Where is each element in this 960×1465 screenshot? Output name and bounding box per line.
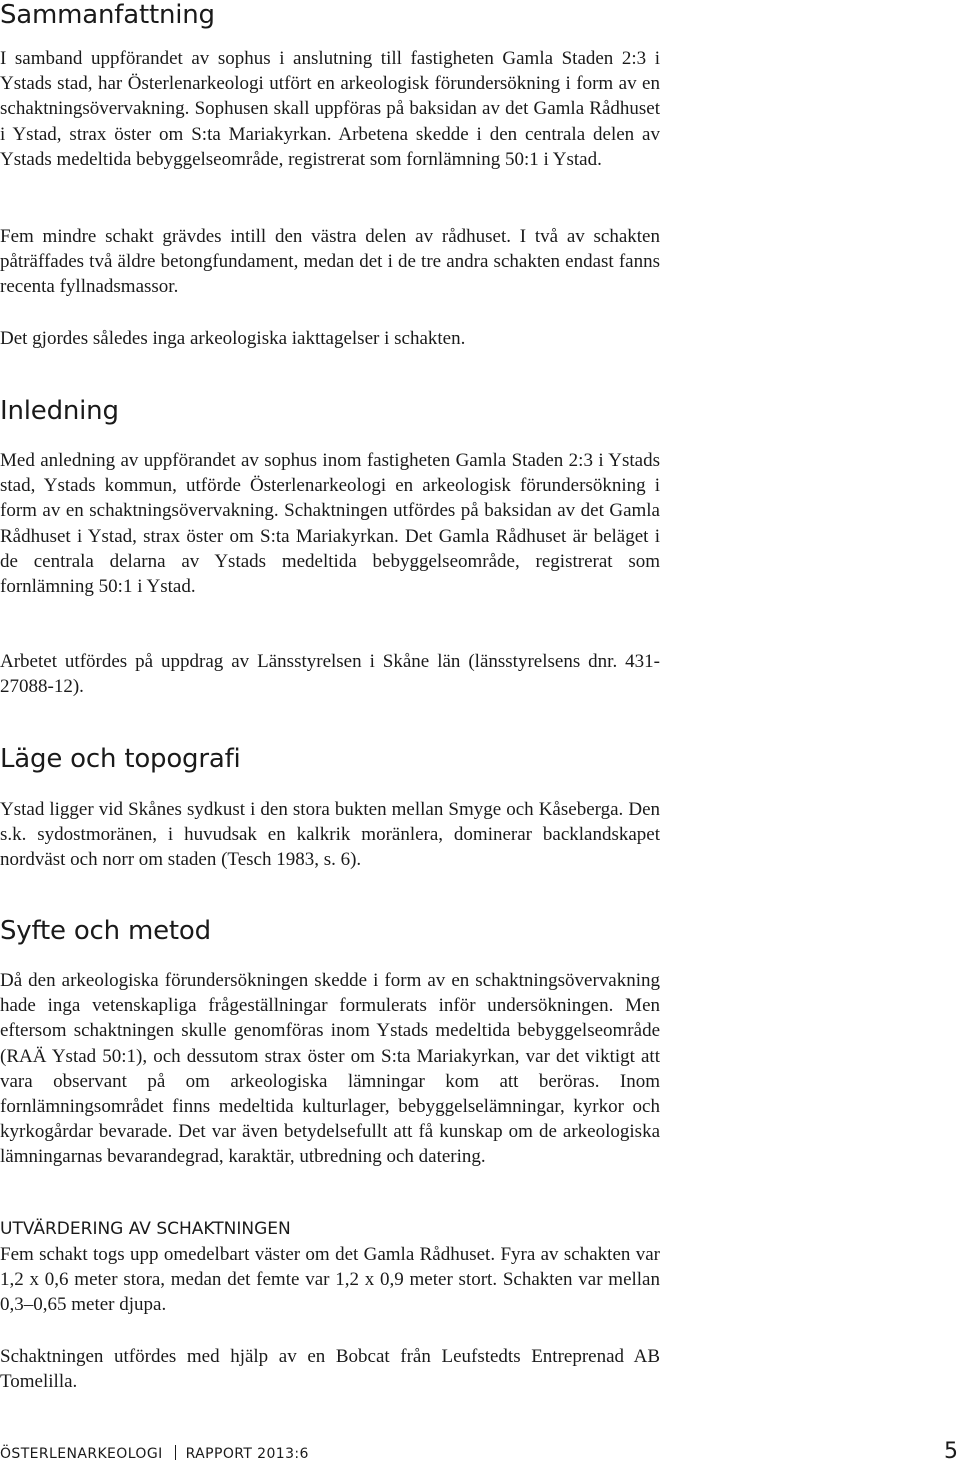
paragraph-sammanfattning-1: I samband uppförandet av sophus i anslutning till fastigheten Gamla Staden 2:3 i Ystads stad, har Österlenarkeologi utfört en arkeologisk förundersökning i form av en schaktningsövervakning. Sophusen skall uppföras på baksidan av det Gamla Rådhuset i Ystad, strax öster om S:ta Mariakyrkan. Arbetena skedde i den centrala delen av Ystads medeltida bebyggelseområde, registrerat som fornlämning 50:1 i Ystad. [0,48,660,170]
footer-separator [175,1445,176,1460]
paragraph-sammanfattning-2: Fem mindre schakt grävdes intill den västra delen av rådhuset. I två av schakten påträffades två äldre betongfundament, medan det i de tre andra schakten endast fanns recenta fyllnadsmassor. [0,226,660,298]
heading-lage-och-topografi: Läge och topografi [0,744,241,774]
footer-publisher: ÖSTERLENARKEOLOGI [0,1446,163,1462]
heading-utvardering-av-schaktningen: UTVÄRDERING AV SCHAKTNINGEN [0,1219,291,1239]
paragraph-lage-1: Ystad ligger vid Skånes sydkust i den stora bukten mellan Smyge och Kåseberga. Den s.k. sydostmoränen, i huvudsak en kalkrik moränlera, dominerar backlandskapet nordväst och norr om staden (Tesch 1983, s. 6). [0,799,660,871]
heading-inledning: Inledning [0,396,119,426]
paragraph-syfte-1: Då den arkeologiska förundersökningen skedde i form av en schaktningsövervakning hade inga vetenskapliga frågeställningar formulerats inför undersökningen. Men eftersom schaktningen skulle genomföras inom Ystads medeltida bebyggelseområde (RAÄ Ystad 50:1), och dessutom strax öster om S:ta Mariakyrkan, var det viktigt att vara observant på om arkeologiska lämningar kom att beröras. Inom fornlämningsområdet finns medeltida kulturlager, bebyggelselämningar, kyrkor och kyrkogårdar bevarade. Det var även betydelsefullt att få kunskap om de arkeologiska lämningarnas bevarandegrad, karaktär, utbredning och datering. [0,970,660,1168]
heading-syfte-och-metod: Syfte och metod [0,916,211,946]
paragraph-utvardering-2: Schaktningen utfördes med hjälp av en Bobcat från Leufstedts Entreprenad AB Tomelilla. [0,1346,660,1393]
paragraph-inledning-2: Arbetet utfördes på uppdrag av Länsstyrelsen i Skåne län (länsstyrelsens dnr. 431-27088-12). [0,651,660,698]
footer-report-id: RAPPORT 2013:6 [185,1446,309,1462]
page-number: 5 [944,1439,958,1464]
page-footer [0,1440,960,1464]
paragraph-sammanfattning-3: Det gjordes således inga arkeologiska iakttagelser i schakten. [0,328,466,349]
heading-sammanfattning: Sammanfattning [0,0,215,30]
footer-publisher-line [0,1445,309,1462]
paragraph-utvardering-1: Fem schakt togs upp omedelbart väster om det Gamla Rådhuset. Fyra av schakten var 1,2 x 0,6 meter stora, medan det femte var 1,2 x 0,9 meter stort. Schakten var mellan 0,3–0,65 meter djupa. [0,1244,660,1316]
paragraph-inledning-1: Med anledning av uppförandet av sophus inom fastigheten Gamla Staden 2:3 i Ystads stad, Ystads kommun, utförde Österlenarkeologi en arkeologisk förundersökning i form av en schaktningsövervakning. Schaktningen utfördes på baksidan av det Gamla Rådhuset i Ystad, strax öster om S:ta Mariakyrkan. Det Gamla Rådhuset är beläget i de centrala delarna av Ystads medeltida bebyggelseområde, registrerat som fornlämning 50:1 i Ystad. [0,450,660,598]
